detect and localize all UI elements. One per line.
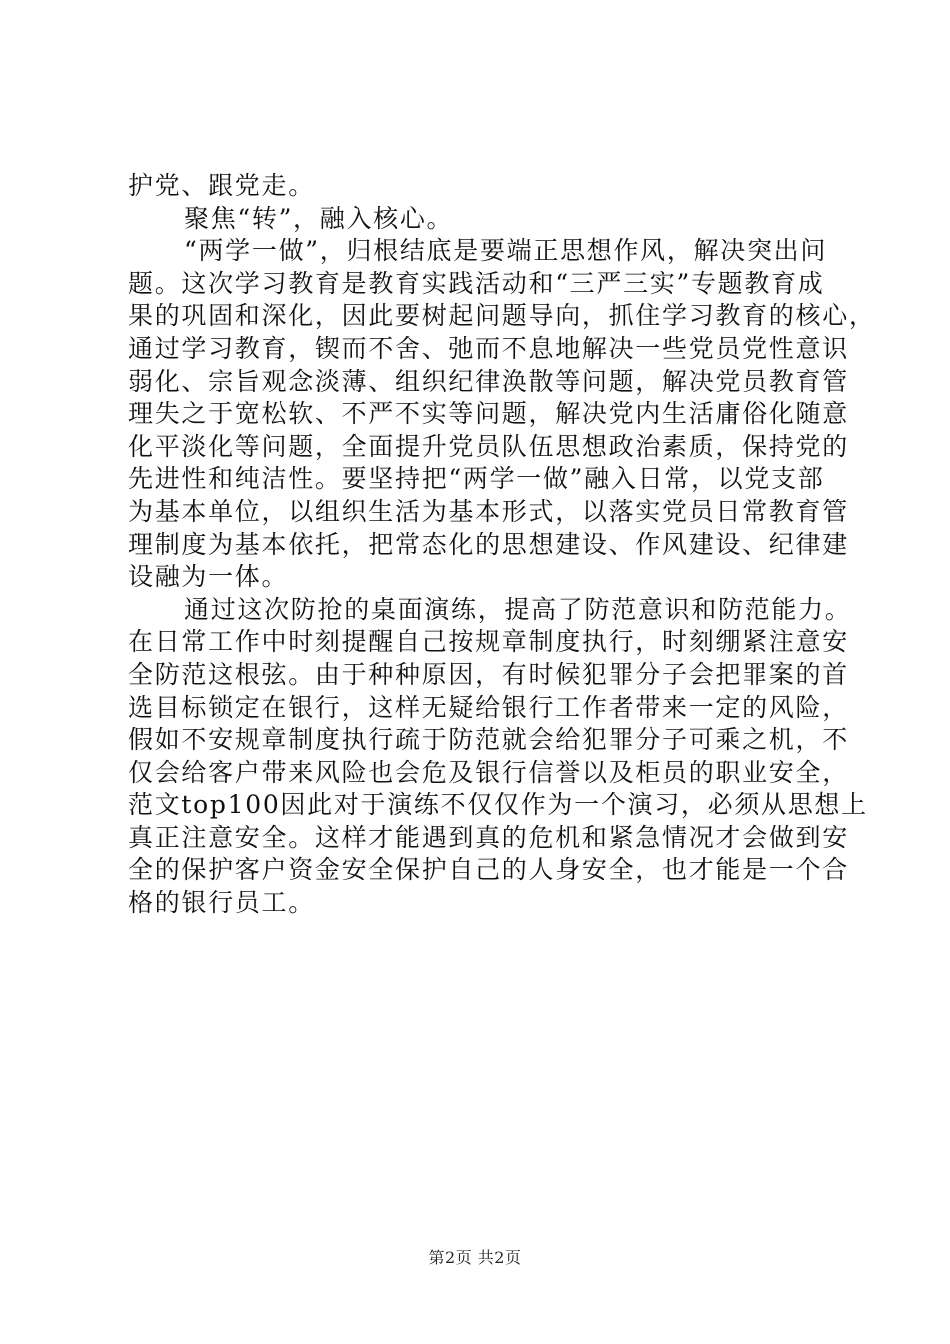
document-body (128, 170, 876, 920)
text-line: 全防范这根弦。由于种种原因，有时候犯罪分子会把罪案的首 (128, 659, 849, 689)
text-line: 为基本单位，以组织生活为基本形式，以落实党员日常教育管 (128, 496, 849, 526)
text-line: 化平淡化等问题，全面提升党员队伍思想政治素质，保持党的 (128, 431, 849, 461)
text-line: 假如不安规章制度执行疏于防范就会给犯罪分子可乘之机，不 (128, 725, 849, 755)
page-number-footer: 第2页 共2页 (428, 1248, 522, 1267)
text-line: 全的保护客户资金安全保护自己的人身安全，也才能是一个合 (128, 855, 849, 885)
paragraph-1 (128, 170, 828, 203)
text-line: 果的巩固和深化，因此要树起问题导向，抓住学习教育的核心， (128, 301, 876, 331)
text-line: 在日常工作中时刻提醒自己按规章制度执行，时刻绷紧注意安 (128, 627, 849, 657)
text-line: 仅会给客户带来风险也会危及银行信誉以及柜员的职业安全， (128, 757, 849, 787)
text-line: 题。这次学习教育是教育实践活动和“三严三实”专题教育成 (128, 268, 825, 298)
text-line: 弱化、宗旨观念淡薄、组织纪律涣散等问题，解决党员教育管 (128, 366, 849, 396)
paragraph-3 (128, 235, 876, 594)
text-line: 聚焦“转”，融入核心。 (184, 203, 454, 233)
paragraph-4 (128, 594, 868, 920)
text-line: 理制度为基本依托，把常态化的思想建设、作风建设、纪律建 (128, 529, 849, 559)
text-line: 格的银行员工。 (128, 888, 315, 918)
text-line: 选目标锁定在银行，这样无疑给银行工作者带来一定的风险， (128, 692, 849, 722)
text-line: 理失之于宽松软、不严不实等问题，解决党内生活庸俗化随意 (128, 399, 849, 429)
text-line: 真正注意安全。这样才能遇到真的危机和紧急情况才会做到安 (128, 822, 849, 852)
text-line: 护党、跟党走。 (128, 171, 315, 200)
text-line: 先进性和纯洁性。要坚持把“两学一做”融入日常，以党支部 (128, 464, 825, 494)
text-line: 设融为一体。 (128, 562, 289, 592)
text-line: 通过这次防抢的桌面演练，提高了防范意识和防范能力。 (184, 594, 852, 624)
text-line: “两学一做”，归根结底是要端正思想作风，解决突出问 (184, 236, 828, 266)
text-line: 范文top100因此对于演练不仅仅作为一个演习，必须从思想上 (128, 790, 868, 820)
text-line: 通过学习教育，锲而不舍、弛而不息地解决一些党员党性意识 (128, 333, 849, 363)
paragraph-2-heading (128, 203, 828, 236)
